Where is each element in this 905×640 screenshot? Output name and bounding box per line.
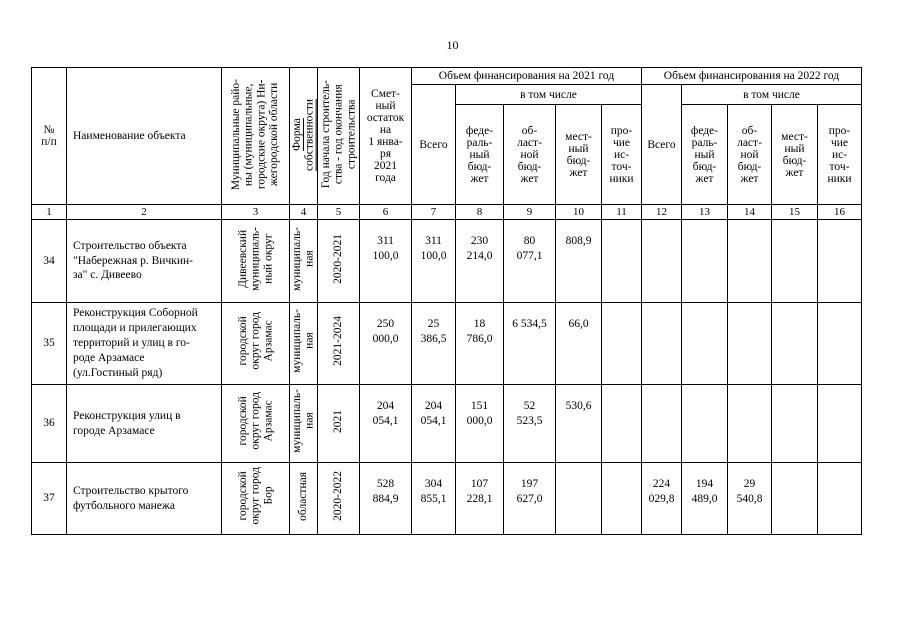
fed2022-value — [682, 385, 728, 463]
column-number: 6 — [360, 205, 412, 220]
row-number: 35 — [32, 303, 67, 385]
header-num: № п/п — [32, 68, 67, 205]
estimate-value: 250 000,0 — [360, 303, 412, 385]
reg2022-value: 29 540,8 — [728, 463, 772, 535]
t2021-value: 311 100,0 — [412, 220, 456, 303]
fed2022-value: 194 489,0 — [682, 463, 728, 535]
header-federal-2022: феде- раль- ный бюд- жет — [682, 105, 728, 205]
table-row — [32, 303, 862, 385]
table-row — [32, 220, 862, 303]
construction-years: 2020-2021 — [318, 220, 360, 303]
page-number: 10 — [446, 38, 459, 52]
column-numbers-row — [32, 205, 862, 220]
loc2021-value: 66,0 — [556, 303, 602, 385]
column-number: 14 — [728, 205, 772, 220]
header-years: Год начала строитель- ства - год окончания строительства — [318, 68, 360, 205]
construction-years: 2020-2022 — [318, 463, 360, 535]
object-name: Реконструкция Соборной площади и прилегающих территорий и улиц в го- роде Арзамасе (ул.Гостиный ряд) — [67, 303, 222, 385]
loc2021-value: 808,9 — [556, 220, 602, 303]
header-local-2022: мест- ный бюд- жет — [772, 105, 818, 205]
estimate-value: 204 054,1 — [360, 385, 412, 463]
estimate-value: 311 100,0 — [360, 220, 412, 303]
column-number: 8 — [456, 205, 504, 220]
oth2021-value — [602, 303, 642, 385]
header-including-2022: в том числе — [682, 85, 862, 105]
column-number: 1 — [32, 205, 67, 220]
municipality: Дивеевский муниципаль- ный округ — [222, 220, 290, 303]
column-number: 5 — [318, 205, 360, 220]
oth2022-value — [818, 303, 862, 385]
reg2021-value: 80 077,1 — [504, 220, 556, 303]
header-local-2021: мест- ный бюд- жет — [556, 105, 602, 205]
column-number: 2 — [67, 205, 222, 220]
oth2022-value — [818, 220, 862, 303]
t2022-value — [642, 385, 682, 463]
estimate-value: 528 884,9 — [360, 463, 412, 535]
table-header — [32, 68, 862, 220]
fed2022-value — [682, 220, 728, 303]
row-number: 37 — [32, 463, 67, 535]
oth2022-value — [818, 463, 862, 535]
financing-table — [31, 67, 862, 535]
fed2021-value: 151 000,0 — [456, 385, 504, 463]
column-number: 13 — [682, 205, 728, 220]
header-ownership: Форма собственности — [290, 68, 318, 205]
table-body — [32, 220, 862, 535]
table-row — [32, 385, 862, 463]
loc2022-value — [772, 463, 818, 535]
construction-years: 2021-2024 — [318, 303, 360, 385]
t2022-value: 224 029,8 — [642, 463, 682, 535]
oth2021-value — [602, 463, 642, 535]
column-number: 9 — [504, 205, 556, 220]
fed2021-value: 230 214,0 — [456, 220, 504, 303]
reg2022-value — [728, 220, 772, 303]
fed2021-value: 107 228,1 — [456, 463, 504, 535]
reg2021-value: 197 627,0 — [504, 463, 556, 535]
header-name: Наименование объекта — [67, 68, 222, 205]
column-number: 7 — [412, 205, 456, 220]
object-name: Строительство объекта "Набережная р. Вичкин- за" с. Дивеево — [67, 220, 222, 303]
construction-years: 2021 — [318, 385, 360, 463]
oth2021-value — [602, 220, 642, 303]
row-number: 34 — [32, 220, 67, 303]
table-row — [32, 463, 862, 535]
header-fin2021: Объем финансирования на 2021 год — [412, 68, 642, 85]
loc2022-value — [772, 303, 818, 385]
reg2022-value — [728, 385, 772, 463]
municipality: городской округ город Бор — [222, 463, 290, 535]
t2021-value: 25 386,5 — [412, 303, 456, 385]
column-number: 15 — [772, 205, 818, 220]
column-number: 3 — [222, 205, 290, 220]
column-number: 4 — [290, 205, 318, 220]
header-fin2022: Объем финансирования на 2022 год — [642, 68, 862, 85]
t2022-value — [642, 303, 682, 385]
column-number: 12 — [642, 205, 682, 220]
t2021-value: 304 855,1 — [412, 463, 456, 535]
column-number: 10 — [556, 205, 602, 220]
municipality: городской округ город Арзамас — [222, 303, 290, 385]
ownership: муниципаль- ная — [290, 220, 318, 303]
loc2021-value: 530,6 — [556, 385, 602, 463]
header-municipality: Муниципальные райо- ны (муниципальные, городские округа) Ни- жегородской области — [222, 68, 290, 205]
fed2021-value: 18 786,0 — [456, 303, 504, 385]
column-number: 11 — [602, 205, 642, 220]
oth2022-value — [818, 385, 862, 463]
loc2022-value — [772, 220, 818, 303]
header-regional-2022: об- ласт- ной бюд- жет — [728, 105, 772, 205]
loc2022-value — [772, 385, 818, 463]
reg2021-value: 6 534,5 — [504, 303, 556, 385]
t2022-value — [642, 220, 682, 303]
header-federal-2021: феде- раль- ный бюд- жет — [456, 105, 504, 205]
column-number: 16 — [818, 205, 862, 220]
oth2021-value — [602, 385, 642, 463]
ownership: областная — [290, 463, 318, 535]
reg2022-value — [728, 303, 772, 385]
municipality: городской округ город Арзамас — [222, 385, 290, 463]
loc2021-value — [556, 463, 602, 535]
header-other-2022: про- чие ис- точ- ники — [818, 105, 862, 205]
header-including-2021: в том числе — [456, 85, 642, 105]
object-name: Строительство крытого футбольного манежа — [67, 463, 222, 535]
ownership: муниципаль- ная — [290, 303, 318, 385]
reg2021-value: 52 523,5 — [504, 385, 556, 463]
row-number: 36 — [32, 385, 67, 463]
fed2022-value — [682, 303, 728, 385]
header-total-2021: Всего — [412, 85, 456, 205]
ownership: муниципаль- ная — [290, 385, 318, 463]
header-total-2022: Всего — [642, 85, 682, 205]
object-name: Реконструкция улиц в городе Арзамасе — [67, 385, 222, 463]
t2021-value: 204 054,1 — [412, 385, 456, 463]
header-other-2021: про- чие ис- точ- ники — [602, 105, 642, 205]
header-regional-2021: об- ласт- ной бюд- жет — [504, 105, 556, 205]
header-estimate: Смет- ный остаток на 1 янва- ря 2021 года — [360, 68, 412, 205]
